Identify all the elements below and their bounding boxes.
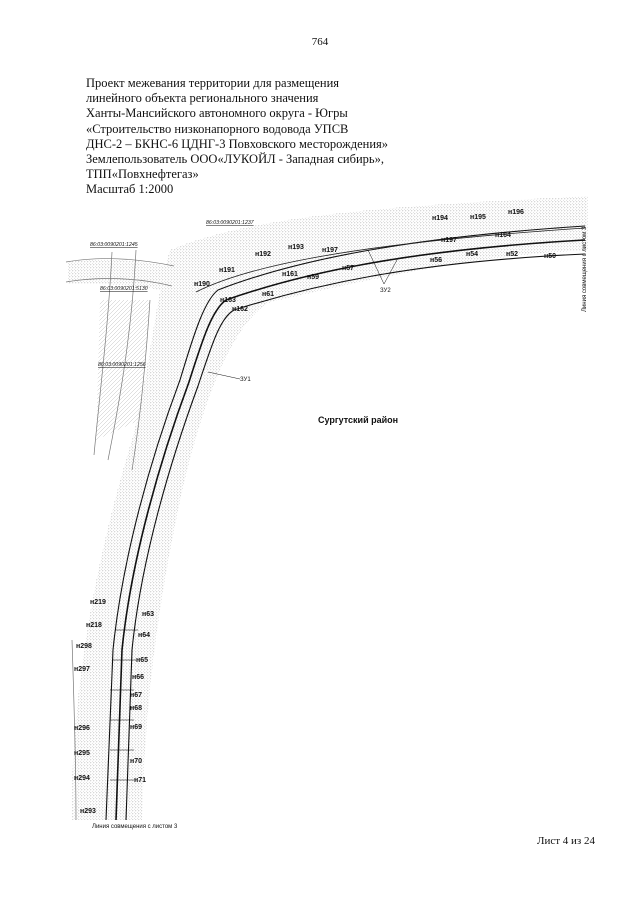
- cadastral-number: 86:03:0090201:1245: [90, 242, 138, 248]
- cadastral-number: 86:03:0090201:5130: [100, 286, 148, 292]
- point-label: н54: [466, 251, 479, 258]
- point-label: н63: [142, 611, 155, 618]
- parcel-label: ЗУ2: [380, 288, 391, 294]
- point-label: н61: [262, 291, 275, 298]
- point-label: н294: [74, 775, 90, 782]
- point-label: н52: [506, 251, 519, 258]
- sheet-number: Лист 4 из 24: [537, 835, 596, 847]
- point-label: н298: [76, 643, 92, 650]
- point-label: н59: [307, 274, 320, 281]
- point-label: н194: [432, 215, 448, 222]
- point-label: н296: [74, 725, 90, 732]
- match-line-label: Линия совмещения с листом 3: [92, 824, 178, 830]
- title-line: Ханты-Мансийского автономного округа - Югры: [86, 106, 348, 121]
- title-line: линейного объекта регионального значения: [86, 91, 319, 106]
- page-number: 764: [311, 36, 329, 48]
- point-label: н161: [282, 271, 298, 278]
- point-label: н71: [134, 777, 147, 784]
- point-label: н68: [130, 705, 143, 712]
- title-line: ДНС-2 – БКНС-6 ЦДНГ-3 Повховского месторождения»: [86, 136, 389, 151]
- point-label: н197: [322, 247, 338, 254]
- point-label: н65: [136, 657, 149, 664]
- point-label: н162: [232, 306, 248, 313]
- point-label: н163: [220, 297, 236, 304]
- point-label: н195: [470, 214, 486, 221]
- point-label: н193: [288, 244, 304, 251]
- point-label: н295: [74, 750, 90, 757]
- point-label: н192: [255, 251, 271, 258]
- cadastral-number: 86:03:0090201:1237: [206, 220, 254, 226]
- district-label: Сургутский район: [318, 415, 399, 425]
- point-label: н191: [219, 267, 235, 274]
- scale-label: Масштаб 1:2000: [86, 182, 174, 197]
- point-label: н66: [132, 674, 145, 681]
- title-line: Проект межевания территории для размещения: [86, 76, 340, 90]
- point-label: н67: [130, 692, 143, 699]
- match-line-label: Линия совмещения с листом 3: [582, 226, 588, 312]
- point-label: н197: [441, 237, 457, 244]
- point-label: н190: [194, 281, 210, 288]
- point-label: н69: [130, 724, 143, 731]
- point-label: н219: [90, 599, 106, 606]
- title-line: «Строительство низконапорного водовода УПСВ: [86, 121, 349, 136]
- point-label: н64: [138, 632, 151, 639]
- point-label: н218: [86, 622, 102, 629]
- point-label: н164: [495, 232, 511, 239]
- point-label: н57: [342, 265, 355, 272]
- point-label: н297: [74, 666, 90, 673]
- parcel-label: ЗУ1: [240, 377, 251, 383]
- point-label: н196: [508, 209, 524, 216]
- landowner-line: Землепользователь ООО«ЛУКОЙЛ - Западная сибирь»,: [86, 152, 384, 167]
- point-label: н50: [544, 253, 557, 260]
- cadastral-number: 86:03:0090201:1256: [98, 362, 146, 368]
- point-label: н56: [430, 257, 443, 264]
- point-label: н70: [130, 758, 143, 765]
- point-label: н293: [80, 808, 96, 815]
- landowner-line: ТПП«Повхнефтегаз»: [86, 167, 199, 182]
